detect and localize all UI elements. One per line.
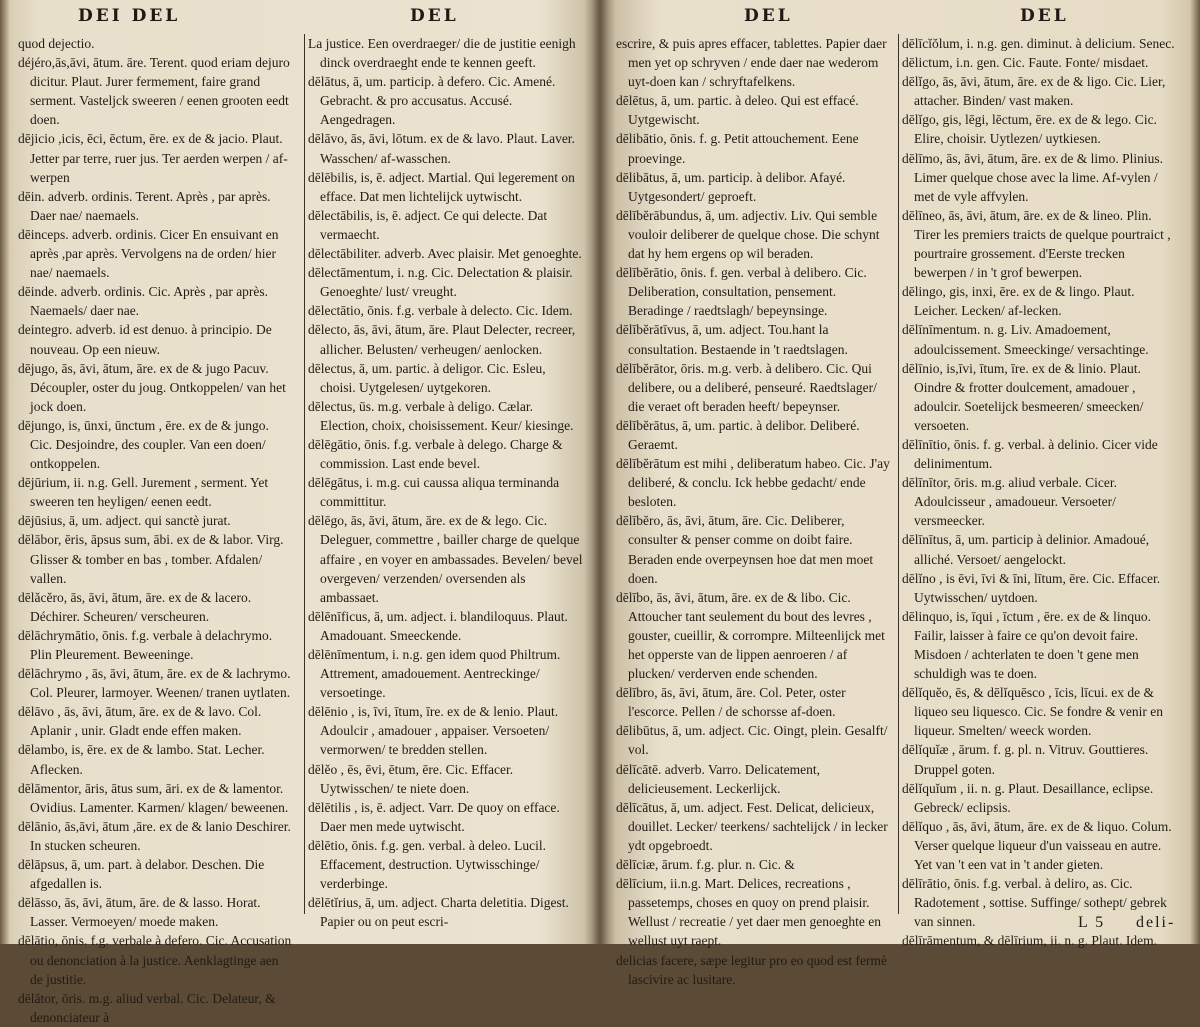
dictionary-entry: dēlibātus, ā, um. particip. à delibor. Afayé. Uytgesondert/ geproeft. <box>616 169 846 204</box>
dictionary-entry: dēlīnīmentum. n. g. Liv. Amadoement, adoulcissement. Smeeckinge/ versachtinge. <box>902 322 1149 357</box>
dictionary-entry: dēlātus, ā, um. particip. à defero. Cic. Amené. Gebracht. & pro accusatus. Accusé. Aengedragen. <box>308 74 556 128</box>
dictionary-entry: dēlibātio, ōnis. f. g. Petit attouchement. Eene proevinge. <box>616 131 859 166</box>
dictionary-entry: dēlībĕrātum est mihi , deliberatum habeo. Cic. J'ay deliberé, & conclu. Ick hebbe gedacht/ ende besloten. <box>616 456 890 510</box>
dictionary-entry: dēlētio, ōnis. f.g. gen. verbal. à deleo. Lucil. Effacement, destruction. Uytwisschinge/ verderbinge. <box>308 837 547 892</box>
right-page-column-1 <box>616 34 892 987</box>
dictionary-entry: dēlēgo, ās, āvi, ātum, āre. ex de & lego. Cic. Deleguer, commettre , bailler charge de quelque affaire , en voyer en ambassades. Bevelen/ bevel overgeven/ verzenden/ oversenden als ambassaet. <box>308 513 583 605</box>
dictionary-entry: dēlīneo, ās, āvi, ātum, āre. ex de & lineo. Plin. Tirer les premiers traicts de quelque pourtraict , pourtraire grossement. d'Eerste trecken bewerpen / in 't grof bewerpen. <box>902 207 1171 281</box>
dictionary-entry: dēlectābiliter. adverb. Avec plaisir. Met genoeghte. <box>308 246 582 262</box>
left-page-column-2 <box>308 34 584 930</box>
dictionary-entry: dēlāpsus, ā, um. part. à delabor. Deschen. Die afgedallen is. <box>18 857 265 892</box>
dictionary-entry: dēlēgātus, i. m.g. cui caussa aliqua terminanda committitur. <box>308 475 560 510</box>
dictionary-entry: dēlābor, ēris, āpsus sum, ābi. ex de & labor. Virg. Glisser & tomber en bas , tomber. Afdalen/ vallen. <box>18 532 284 586</box>
book-gutter <box>584 0 616 944</box>
dictionary-entry: dēlībĕrātīvus, ā, um. adject. Tou.hant la consultation. Bestaende in 't raedtslagen. <box>616 322 848 357</box>
dictionary-entry: dēlĭgo, gis, lēgi, lēctum, ēre. ex de & lego. Cic. Elire, choisir. Uytlezen/ uytkiesen. <box>902 112 1157 147</box>
dictionary-entry: dēlĕo , ēs, ēvi, ētum, ēre. Cic. Effacer. Uytwisschen/ te niete doen. <box>308 761 514 796</box>
dictionary-entry: dēlāsso, ās, āvi, ātum, āre. de & lasso. Horat. Lasser. Vermoeyen/ moede maken. <box>18 895 261 930</box>
dictionary-entry: dēlībo, ās, āvi, ātum, āre. ex de & libo. Cic. Attoucher tant seulement du bout des levres , gouster, cueillir, & corrompre. Milteenlijck met het opperste van de lippen aenroeren / af plucken/ verderven ende schenden. <box>616 589 885 682</box>
dictionary-entry: dēlibūtus, ā, um. adject. Cic. Oingt, plein. Gesalft/ vol. <box>616 723 888 758</box>
dictionary-entry: delicias facere, sæpe legitur pro eo quod est fermè lascivire ac lusitare. <box>616 952 888 987</box>
dictionary-entry: dēlētĭrius, ā, um. adject. Charta deletitia. Digest. Papier ou on peut escri- <box>308 895 569 930</box>
dictionary-entry: dēinceps. adverb. ordinis. Cicer En ensuivant en après ,par après. Vervolgens na de orden/ hier nae/ naemaels. <box>18 226 279 281</box>
dictionary-entry: dēlīciæ, ārum. f.g. plur. n. Cic. & <box>616 857 795 873</box>
dictionary-entry: dēlāchrymātio, ōnis. f.g. verbale à delachrymo. Plin Pleurement. Beweeninge. <box>18 627 273 662</box>
dictionary-entry: dējugo, ās, āvi, ātum, āre. ex de & jugo Pacuv. Découpler, oster du joug. Ontkoppelen/ van het jock doen. <box>18 360 286 414</box>
dictionary-entry: dēinde. adverb. ordinis. Cic. Après , par après. Naemaels/ daer nae. <box>18 284 269 319</box>
right-page-header-left: DEL <box>744 6 793 26</box>
dictionary-entry: dēlīcātus, ā, um. adject. Fest. Delicat, delicieux, douillet. Lecker/ teerkens/ sachtelijck / in lecker ydt opgebroedt. <box>616 799 888 853</box>
dictionary-entry: dēlīcĭŏlum, i. n.g. gen. diminut. à delicium. Senec. <box>902 36 1175 51</box>
page-signature: L 5 <box>1078 914 1106 931</box>
dictionary-entry: dēlingo, gis, inxi, ēre. ex de & lingo. Plaut. Leicher. Lecken/ af-lecken. <box>902 284 1135 319</box>
dictionary-entry: dēlectābilis, is, ē. adject. Ce qui delecte. Dat vermaecht. <box>308 207 548 242</box>
dictionary-entry: dēlāvo, ās, āvi, lōtum. ex de & lavo. Plaut. Laver. Wasschen/ af-wasschen. <box>308 131 575 166</box>
dictionary-entry: dēlectus, ā, um. partic. à deligor. Cic. Esleu, choisi. Uytgelesen/ uytgekoren. <box>308 360 546 395</box>
dictionary-entry: dēlāvo , ās, āvi, ātum, āre. ex de & lavo. Col. Aplanir , unir. Gladt ende effen maken. <box>18 704 262 739</box>
dictionary-entry: dējūrium, ii. n.g. Gell. Jurement , serment. Yet sweeren ten heyligen/ eenen eedt. <box>18 475 269 510</box>
dictionary-entry: dēlīnītor, ōris. m.g. aliud verbale. Cicer. Adoulcisseur , amadoueur. Versoeter/ versmeecker. <box>902 475 1118 529</box>
dictionary-entry: dēlībĕrābundus, ā, um. adjectiv. Liv. Qui semble vouloir deliberer de quelque chose. Die schynt dat hy hem ergens op wil beraden. <box>616 207 880 262</box>
dictionary-entry: dēlēnio , is, īvi, ītum, īre. ex de & lenio. Plaut. Adoulcir , amadouer , appaiser. Versoeten/ vermorwen/ te bredden stellen. <box>308 704 559 758</box>
dictionary-entry: dējūsius, ā, um. adject. qui sanctè jurat. <box>18 513 231 529</box>
dictionary-entry: dēlēnīficus, ā, um. adject. i. blandiloquus. Plaut. Amadouant. Smeeckende. <box>308 608 568 643</box>
dictionary-entry: dēlātor, ōris. m.g. aliud verbal. Cic. Delateur, & denonciateur à <box>18 990 276 1025</box>
dictionary-entry: dēlectātio, ōnis. f.g. verbale à delecto. Cic. Idem. <box>308 303 573 319</box>
dictionary-entry: La justice. Een overdraeger/ die de justitie eenigh dinck overdraeght ende te kennen geeft. <box>308 36 576 71</box>
dictionary-entry: dēlīrātio, ōnis. f.g. verbal. à deliro, as. Cic. Radotement , sottise. Suffinge/ sothept/ gebrek van sinnen. <box>902 876 1167 930</box>
dictionary-entry: dēlĭno , is ēvi, īvi & īni, lītum, ēre. Cic. Effacer. Uytwisschen/ uytdoen. <box>902 570 1161 605</box>
dictionary-entry: dēlībro, ās, āvi, ātum, āre. Col. Peter, oster l'escorce. Pellen / de schorsse af-doen. <box>616 685 846 720</box>
dictionary-entry: dēlīcium, ii.n.g. Mart. Delices, recreations , passetemps, choses en quoy on prend plaisir. Wellust / recreatie / yet daer men genoeghte en wellust uyt raept. <box>616 876 882 949</box>
catchword: deli- <box>1136 914 1176 931</box>
left-page-column-1 <box>18 34 294 1025</box>
dictionary-entry: dēlībĕrātus, ā, um. partic. à delibor. Deliberé. Geraemt. <box>616 417 860 452</box>
dictionary-entry: dēlăcĕro, ās, āvi, ātum, āre. ex de & lacero. Déchirer. Scheuren/ verscheuren. <box>18 589 252 624</box>
dictionary-entry: escrire, & puis apres effacer, tablettes. Papier daer men yet op schryven / ende daer nae wederom uyt-doen kan / schryftafelkens. <box>616 36 887 90</box>
dictionary-entry: dējungo, is, ūnxi, ūnctum , ēre. ex de & jungo. Cic. Desjoindre, des coupler. Van een doen/ ontkoppelen. <box>18 417 269 472</box>
dictionary-entry: dēlēnīmentum, i. n.g. gen idem quod Philtrum. Attrement, amadouement. Aentreckinge/ versoetinge. <box>308 647 561 701</box>
dictionary-entry: dēlecto, ās, āvi, ātum, āre. Plaut Delecter, recreer, allicher. Belusten/ verheugen/ aenlocken. <box>308 322 576 357</box>
left-page <box>18 0 584 1025</box>
dictionary-entry: dēlībĕrātio, ōnis. f. gen. verbal à delibero. Cic. Deliberation, consultation, pensement. Beradinge / raedtslagh/ bepeynsinge. <box>616 265 867 319</box>
dictionary-entry: dēlānio, ās,āvi, ātum ,āre. ex de & lanio Deschirer. In stucken scheuren. <box>18 818 291 853</box>
dictionary-entry: dēlīrāmentum, & dēlīrium, ii. n. g. Plaut. Idem. <box>902 933 1157 949</box>
dictionary-entry: dēlāchrymo , ās, āvi, ātum, āre. ex de & lachrymo. Col. Pleurer, larmoyer. Weenen/ tranen uytlaten. <box>18 666 291 701</box>
dictionary-entry: dēlinquo, is, īqui , īctum , ēre. ex de & linquo. Failir, laisser à faire ce qu'on devoit faire. Misdoen / achterlaten te doen 't gene men schuldigh was te doen. <box>902 608 1151 682</box>
column-rule <box>304 34 305 914</box>
dictionary-entry: quod dejectio. <box>18 36 95 51</box>
dictionary-entry: dēlictum, i.n. gen. Cic. Faute. Fonte/ misdaet. <box>902 55 1149 71</box>
dictionary-entry: dēlectāmentum, i. n.g. Cic. Delectation & plaisir. Genoeghte/ lust/ vreught. <box>308 265 573 300</box>
dictionary-entry: déjéro,ās,āvi, ātum. āre. Terent. quod eriam dejuro dicitur. Plaut. Jurer fermement, faire grand serment. Vasteljck sweeren / eenen grooten eedt doen. <box>18 55 290 128</box>
left-page-header-left: DEI DEL <box>78 6 181 26</box>
dictionary-entry: dēlīnītus, ā, um. particip à delinior. Amadoué, alliché. Versoet/ aengelockt. <box>902 532 1150 567</box>
dictionary-entry: dēlētilis , is, ē. adject. Varr. De quoy on efface. Daer men mede uytwischt. <box>308 799 560 834</box>
left-page-header-right: DEL <box>410 6 459 26</box>
dictionary-entry: dēin. adverb. ordinis. Terent. Après , par après. Daer nae/ naemaels. <box>18 188 271 223</box>
dictionary-entry: dēlīnio, is,īvi, ītum, īre. ex de & linio. Plaut. Oindre & frotter doulcement, amadouer , adoulcir. Soetelijck besmeeren/ smeecken/ versoeten. <box>902 360 1144 433</box>
dictionary-entry: dējicio ,icis, ēci, ēctum, ēre. ex de & jacio. Plaut. Jetter par terre, ruer jus. Ter aerden werpen / af-werpen <box>18 131 288 185</box>
dictionary-entry: dēlātio, ōnis. f.g. verbale à defero. Cic. Accusation ou denonciation à la justice. Aenklagtinge aen de justitie. <box>18 933 292 987</box>
right-page-header-right: DEL <box>1020 6 1069 26</box>
right-page <box>616 0 1182 987</box>
dictionary-entry: dēlĭquĕo, ēs, & dēlĭquēsco , īcis, līcui. ex de & liqueo seu liquesco. Cic. Se fondre & venir en liqueur. Smelten/ weeck worden. <box>902 685 1163 739</box>
dictionary-entry: dēlībĕro, ās, āvi, ātum, āre. Cic. Deliberer, consulter & penser comme on doibt faire. Beraden ende overpeynsen hoe dat men moet doen. <box>616 513 874 586</box>
dictionary-entry: dēlĭquĭæ , ārum. f. g. pl. n. Vitruv. Gouttieres. Druppel goten. <box>902 742 1149 777</box>
dictionary-entry: dēlībĕrātor, ōris. m.g. verb. à delibero. Cic. Qui delibere, ou a deliberé, penseuré. Raedtslager/ die veraet oft beraden heeft/ bepeynser. <box>616 360 877 414</box>
dictionary-entry: dēlāmentor, āris, ātus sum, āri. ex de & lamentor. Ovidius. Lamenter. Karmen/ klagen/ beweenen. <box>18 780 289 815</box>
dictionary-entry: dēlambo, is, ēre. ex de & lambo. Stat. Lecher. Aflecken. <box>18 742 265 777</box>
dictionary-entry: dēlĭquĭum , ii. n. g. Plaut. Desaillance, eclipse. Gebreck/ eclipsis. <box>902 780 1154 815</box>
dictionary-entry: dēlĭquo , ās, āvi, ātum, āre. ex de & liquo. Colum. Verser quelque liqueur d'un vaisseau en autre. Yet van 't een vat in 't ander gieten. <box>902 818 1172 873</box>
dictionary-entry: deintegro. adverb. id est denuo. à principio. De nouveau. Op een nieuw. <box>18 322 272 357</box>
dictionary-entry: dēlĭgo, ās, āvi, ātum, āre. ex de & ligo. Cic. Lier, attacher. Binden/ vast maken. <box>902 74 1166 109</box>
dictionary-entry: dēlēbilis, is, ē. adject. Martial. Qui legerement on efface. Dat men lichtelijck uytwischt. <box>308 169 575 204</box>
dictionary-entry: dēlīmo, ās, āvi, ātum, āre. ex de & limo. Plinius. Limer quelque chose avec la lime. Af-vylen / met de vyle affvylen. <box>902 150 1163 204</box>
dictionary-entry: dēlēgātio, ōnis. f.g. verbale à delego. Charge & commission. Last ende bevel. <box>308 436 563 472</box>
column-rule <box>898 34 899 914</box>
dictionary-entry: dēlīcātē. adverb. Varro. Delicatement, delicieusement. Leckerlijck. <box>616 761 821 796</box>
dictionary-entry: dēlīnītio, ōnis. f. g. verbal. à delinio. Cicer vide delinimentum. <box>902 436 1158 472</box>
dictionary-entry: dēlectus, ūs. m.g. verbale à deligo. Cælar. Election, choix, choisissement. Keur/ kiesinge. <box>308 398 574 433</box>
dictionary-entry: dēlētus, ā, um. partic. à deleo. Qui est effacé. Uytgewischt. <box>616 93 859 128</box>
